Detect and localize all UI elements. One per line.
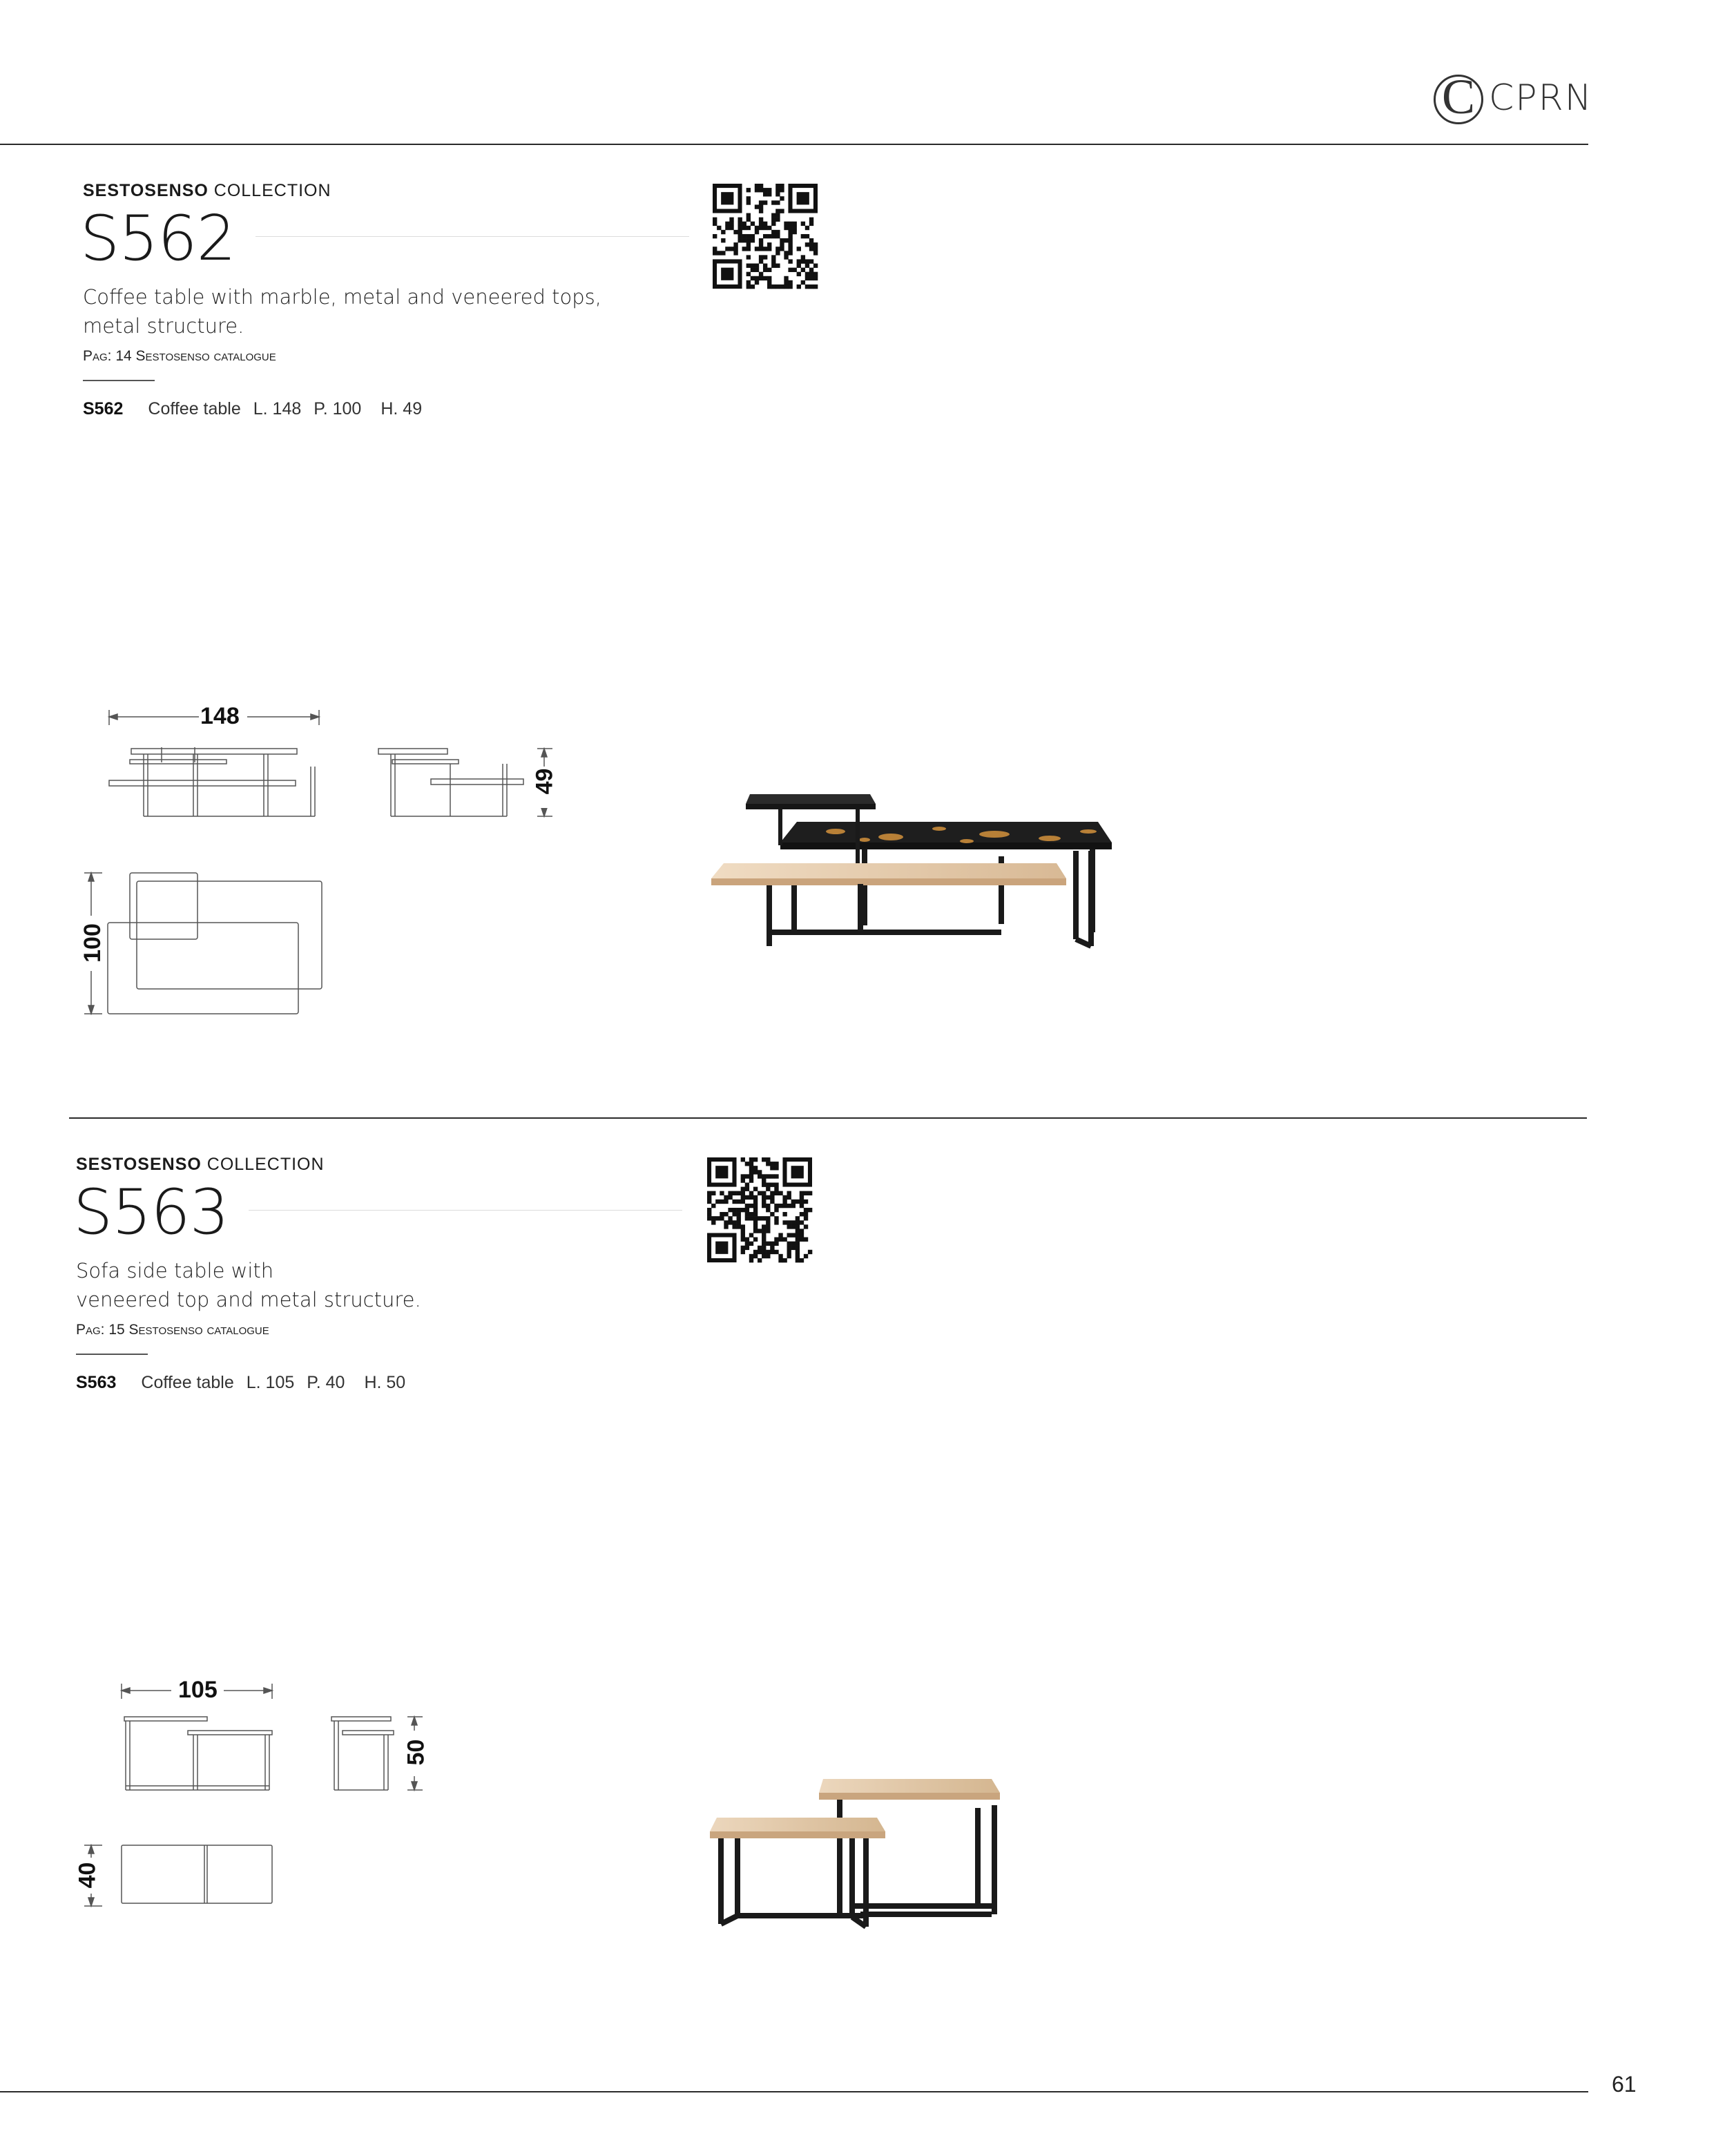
spec-type: Coffee table (141, 1373, 234, 1392)
description-line: veneered top and metal structure. (76, 1288, 421, 1311)
description-line: metal structure. (83, 314, 244, 338)
spec-row (83, 399, 422, 419)
spec-code: S563 (76, 1373, 117, 1392)
top-view-drawing (83, 867, 331, 1019)
description-line: Sofa side table with (76, 1259, 274, 1282)
qr-code (713, 184, 818, 289)
width-dimension-label: 148 (200, 703, 240, 729)
footer-rule (0, 2091, 1588, 2092)
spec-depth: P. 100 (314, 399, 362, 418)
width-dimension-label: 105 (178, 1677, 218, 1703)
spec-height: H. 50 (364, 1373, 406, 1392)
collection-word: COLLECTION (206, 1155, 325, 1174)
header-rule (0, 144, 1588, 145)
page-number: 61 (1612, 2072, 1637, 2097)
height-dimension-label: 50 (403, 1739, 430, 1766)
section-divider (69, 1117, 1587, 1119)
collection-name: SESTOSENSO (76, 1155, 202, 1174)
product-photo-s563 (702, 1754, 1019, 1961)
side-view-drawing (378, 697, 558, 822)
product-description (83, 282, 704, 340)
copyright-c-icon: C (1441, 69, 1476, 124)
catalogue-page-ref: Pag: 14 Sestosenso catalogue (83, 348, 276, 364)
spec-row (76, 1373, 405, 1393)
collection-label (76, 1155, 325, 1175)
title-rule (249, 1210, 682, 1211)
top-view-drawing (83, 1841, 290, 1917)
depth-dimension-label: 40 (74, 1862, 101, 1889)
product-code-title: S563 (73, 1176, 229, 1249)
short-divider (76, 1354, 148, 1355)
depth-dimension-label: 100 (79, 923, 106, 963)
spec-code: S562 (83, 399, 124, 418)
qr-code (707, 1157, 812, 1262)
brand-logo-text: CPRN (1489, 77, 1593, 119)
spec-length: L. 148 (253, 399, 302, 418)
spec-depth: P. 40 (307, 1373, 345, 1392)
side-view-drawing (329, 1671, 467, 1796)
collection-word: COLLECTION (213, 181, 331, 200)
collection-label (83, 181, 331, 201)
spec-type: Coffee table (148, 399, 241, 418)
collection-name: SESTOSENSO (83, 181, 209, 200)
short-divider (83, 380, 155, 381)
spec-length: L. 105 (246, 1373, 295, 1392)
catalogue-page-ref: Pag: 15 Sestosenso catalogue (76, 1322, 269, 1338)
title-rule (256, 236, 689, 237)
product-description (76, 1256, 697, 1314)
product-code-title: S562 (80, 202, 235, 275)
spec-height: H. 49 (380, 399, 423, 418)
height-dimension-label: 49 (531, 768, 558, 795)
description-line: Coffee table with marble, metal and veneered tops, (83, 285, 601, 309)
product-photo-s562 (704, 773, 1133, 981)
